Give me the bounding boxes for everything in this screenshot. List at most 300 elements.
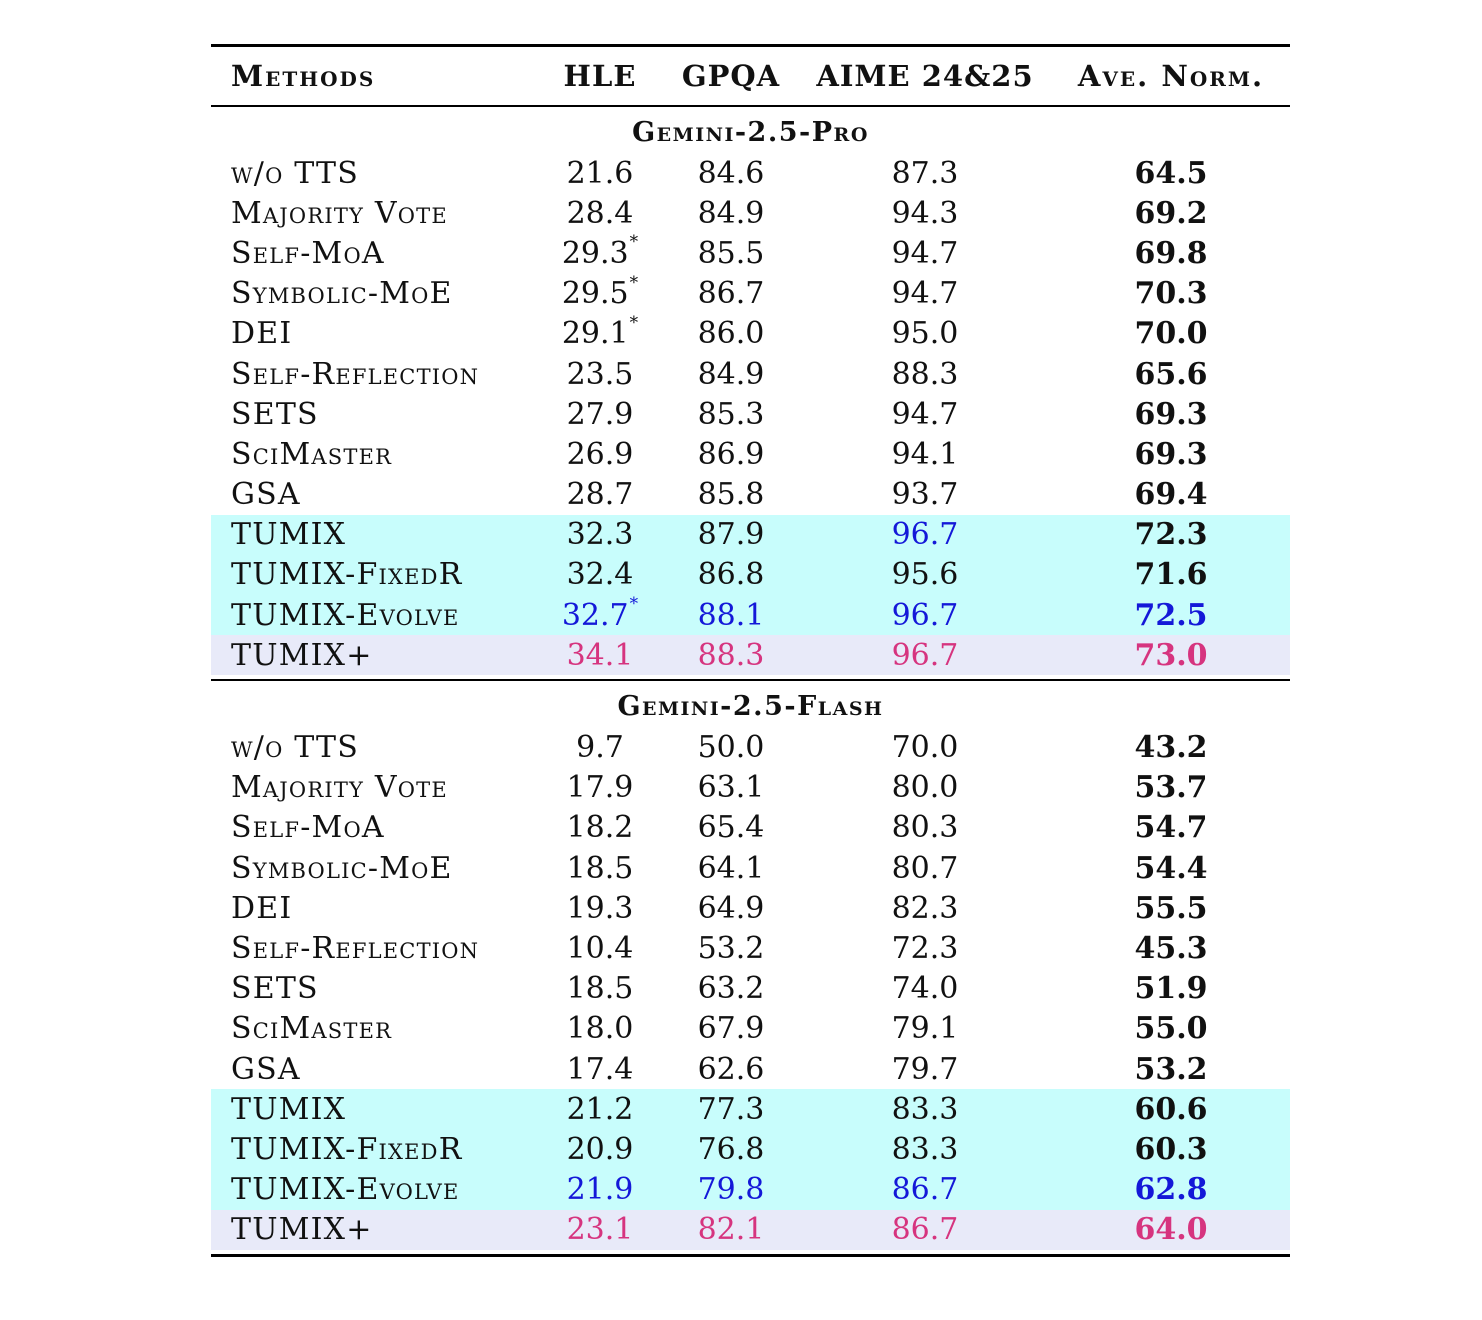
aime-cell (811, 848, 1039, 888)
method-cell (231, 1210, 373, 1250)
hle-cell-value: 21.6 (566, 155, 634, 191)
ave-norm-cell-value: 53.2 (1134, 1051, 1208, 1087)
aime-cell (811, 928, 1039, 968)
aime-cell-value: 80.7 (891, 850, 959, 886)
method-cell-value: DEI (231, 316, 293, 352)
method-cell-value: Self-Reflection (231, 930, 480, 966)
gpqa-cell (681, 928, 781, 968)
hle-cell-value: 32.3 (566, 517, 634, 553)
aime-cell (811, 434, 1039, 474)
method-cell-value: SciMaster (231, 436, 393, 472)
hle-cell-value: 9.7 (576, 730, 624, 766)
group-title-text: Gemini-2.5-Pro (632, 117, 869, 148)
hle-cell (550, 314, 650, 354)
hle-cell (550, 274, 650, 314)
hle-cell (550, 475, 650, 515)
method-cell-value: Symbolic-MoE (231, 850, 453, 886)
hle-cell (550, 1089, 650, 1129)
method-cell (231, 1170, 460, 1210)
method-cell (231, 1089, 346, 1129)
hle-cell-value: 23.1 (566, 1212, 634, 1248)
method-cell (231, 434, 392, 474)
table-row (211, 515, 1290, 555)
method-cell-value: Self-MoA (231, 235, 385, 271)
aime-cell-value: 94.1 (891, 436, 959, 472)
table-row (211, 768, 1290, 808)
aime-cell-value: 83.3 (891, 1131, 959, 1167)
hle-cell-value: 18.5 (566, 971, 634, 1007)
ave-norm-cell-value: 65.6 (1134, 356, 1208, 392)
hle-cell-value: 18.5 (566, 850, 634, 886)
gpqa-cell (681, 808, 781, 848)
gpqa-cell-value: 85.3 (697, 396, 765, 432)
method-cell (231, 314, 292, 354)
aime-cell-value: 94.7 (891, 276, 959, 312)
hle-cell-value: 19.3 (566, 890, 634, 926)
gpqa-cell-value: 84.9 (697, 195, 765, 231)
table-row (211, 274, 1290, 314)
aime-cell (811, 1129, 1039, 1169)
ave-norm-cell (1061, 808, 1281, 848)
method-cell-value: Self-Reflection (231, 356, 480, 392)
table-row (211, 434, 1290, 474)
aime-cell-value: 96.7 (891, 637, 959, 673)
aime-cell-value: 88.3 (891, 356, 959, 392)
ave-norm-cell (1061, 888, 1281, 928)
ave-norm-cell-value: 62.8 (1134, 1172, 1208, 1208)
gpqa-cell (681, 848, 781, 888)
method-cell (231, 515, 346, 555)
ave-norm-cell-value: 64.5 (1134, 155, 1208, 191)
table-row (211, 394, 1290, 434)
aime-cell (811, 394, 1039, 434)
table-row (211, 635, 1290, 675)
significance-mark: * (629, 272, 639, 293)
method-cell (231, 727, 359, 767)
ave-norm-cell (1061, 1009, 1281, 1049)
aime-cell (811, 1009, 1039, 1049)
gpqa-cell (681, 1049, 781, 1089)
method-cell-value: SETS (231, 971, 319, 1007)
hle-cell-value: 10.4 (566, 930, 634, 966)
ave-norm-cell (1061, 595, 1281, 635)
method-cell (231, 848, 453, 888)
hle-cell-value: 26.9 (566, 436, 634, 472)
hle-cell (550, 848, 650, 888)
gpqa-cell-value: 62.6 (697, 1051, 765, 1087)
gpqa-cell (681, 1009, 781, 1049)
aime-cell-value: 83.3 (891, 1091, 959, 1127)
method-cell-value: Self-MoA (231, 810, 385, 846)
aime-cell-value: 96.7 (891, 517, 959, 553)
method-cell (231, 193, 448, 233)
group-rows (211, 153, 1290, 675)
table-row (211, 314, 1290, 354)
table-row (211, 1129, 1290, 1169)
aime-cell (811, 1089, 1039, 1129)
gpqa-cell-value: 67.9 (697, 1011, 765, 1047)
table-row (211, 1009, 1290, 1049)
method-cell-value: Majority Vote (231, 195, 448, 231)
gpqa-cell (681, 635, 781, 675)
method-cell (231, 354, 479, 394)
ave-norm-cell (1061, 233, 1281, 273)
ave-norm-cell (1061, 555, 1281, 595)
table-row (211, 1089, 1290, 1129)
gpqa-cell (681, 768, 781, 808)
ave-norm-cell-value: 60.6 (1134, 1091, 1208, 1127)
ave-norm-cell (1061, 153, 1281, 193)
group-flash (211, 681, 1290, 1249)
results-table (211, 44, 1290, 1257)
table-row (211, 727, 1290, 767)
method-cell (231, 1049, 301, 1089)
gpqa-cell (681, 888, 781, 928)
method-cell (231, 888, 292, 928)
ave-norm-cell (1061, 635, 1281, 675)
gpqa-cell (681, 1089, 781, 1129)
method-cell (231, 595, 460, 635)
group-title-text: Gemini-2.5-Flash (617, 691, 884, 723)
hle-cell (550, 1049, 650, 1089)
ave-norm-cell-value: 55.0 (1134, 1011, 1208, 1047)
aime-cell (811, 193, 1039, 233)
gpqa-cell-value: 86.7 (697, 276, 765, 312)
method-cell-value: SciMaster (231, 1011, 393, 1047)
table-row (211, 1049, 1290, 1089)
method-cell-value: SETS (231, 396, 319, 432)
aime-cell (811, 314, 1039, 354)
group-rows (211, 727, 1290, 1249)
gpqa-cell-value: 86.9 (697, 436, 765, 472)
method-cell-value: w/o TTS (231, 155, 359, 191)
hle-cell-value: 29.1 (561, 316, 629, 352)
hle-cell (550, 928, 650, 968)
gpqa-cell-value: 84.6 (697, 155, 765, 191)
aime-cell (811, 555, 1039, 595)
method-cell-value: GSA (231, 477, 301, 513)
ave-norm-cell-value: 69.3 (1134, 396, 1208, 432)
method-cell (231, 475, 301, 515)
gpqa-cell-value: 82.1 (697, 1212, 765, 1248)
ave-norm-cell-value: 72.5 (1134, 597, 1208, 633)
aime-cell-value: 96.7 (891, 597, 959, 633)
hle-cell-value: 21.9 (566, 1172, 634, 1208)
gpqa-cell (681, 969, 781, 1009)
method-cell-value: TUMIX-FixedR (231, 1131, 463, 1167)
table-row (211, 1170, 1290, 1210)
gpqa-cell (681, 515, 781, 555)
method-cell (231, 635, 373, 675)
aime-cell-value: 80.0 (891, 770, 959, 806)
ave-norm-cell-value: 55.5 (1134, 890, 1208, 926)
table-row (211, 193, 1290, 233)
gpqa-cell (681, 394, 781, 434)
gpqa-cell-value: 86.8 (697, 557, 765, 593)
significance-mark: * (629, 594, 639, 615)
aime-cell-value: 82.3 (891, 890, 959, 926)
hle-cell-value: 28.7 (566, 477, 634, 513)
hle-cell-value: 28.4 (566, 195, 634, 231)
hle-cell (550, 1210, 650, 1250)
hle-cell (550, 1129, 650, 1169)
gpqa-cell (681, 153, 781, 193)
method-cell-value: TUMIX (231, 517, 347, 553)
gpqa-cell-value: 79.8 (697, 1172, 765, 1208)
aime-cell (811, 768, 1039, 808)
header-hle: HLE (563, 59, 637, 93)
hle-cell-value: 32.4 (566, 557, 634, 593)
method-cell (231, 394, 319, 434)
ave-norm-cell-value: 53.7 (1134, 770, 1208, 806)
method-cell-value: DEI (231, 890, 293, 926)
group-title (211, 107, 1290, 153)
ave-norm-cell (1061, 1129, 1281, 1169)
gpqa-cell-value: 64.9 (697, 890, 765, 926)
hle-cell (550, 434, 650, 474)
aime-cell (811, 515, 1039, 555)
header-ave-norm: Ave. Norm. (1077, 59, 1265, 93)
ave-norm-cell-value: 73.0 (1134, 637, 1208, 673)
gpqa-cell (681, 1129, 781, 1169)
hle-cell (550, 595, 650, 635)
ave-norm-cell-value: 54.7 (1134, 810, 1208, 846)
hle-cell (550, 193, 650, 233)
aime-cell (811, 1049, 1039, 1089)
aime-cell (811, 595, 1039, 635)
gpqa-cell (681, 475, 781, 515)
group-title (211, 681, 1290, 727)
header-methods: Methods (231, 59, 376, 93)
hle-cell-value: 17.9 (566, 770, 634, 806)
aime-cell (811, 233, 1039, 273)
method-cell-value: Symbolic-MoE (231, 276, 453, 312)
aime-cell-value: 79.7 (891, 1051, 959, 1087)
ave-norm-cell (1061, 394, 1281, 434)
ave-norm-cell (1061, 1210, 1281, 1250)
bottom-rule (211, 1254, 1290, 1257)
method-cell (231, 808, 385, 848)
ave-norm-cell-value: 70.0 (1134, 316, 1208, 352)
aime-cell-value: 86.7 (891, 1172, 959, 1208)
header-aime: AIME 24&25 (816, 59, 1034, 93)
hle-cell (550, 727, 650, 767)
significance-mark: * (629, 312, 639, 333)
method-cell (231, 928, 479, 968)
hle-cell (550, 153, 650, 193)
hle-cell (550, 969, 650, 1009)
hle-cell (550, 1170, 650, 1210)
gpqa-cell-value: 85.8 (697, 477, 765, 513)
aime-cell (811, 1210, 1039, 1250)
gpqa-cell (681, 274, 781, 314)
aime-cell-value: 74.0 (891, 971, 959, 1007)
ave-norm-cell (1061, 727, 1281, 767)
gpqa-cell (681, 233, 781, 273)
aime-cell (811, 274, 1039, 314)
gpqa-cell-value: 86.0 (697, 316, 765, 352)
method-cell (231, 1129, 463, 1169)
hle-cell-value: 20.9 (566, 1131, 634, 1167)
gpqa-cell (681, 193, 781, 233)
hle-cell (550, 888, 650, 928)
aime-cell-value: 79.1 (891, 1011, 959, 1047)
table-row (211, 1210, 1290, 1250)
hle-cell (550, 394, 650, 434)
hle-cell-value: 29.3 (561, 235, 629, 271)
ave-norm-cell-value: 45.3 (1134, 930, 1208, 966)
hle-cell (550, 808, 650, 848)
ave-norm-cell (1061, 768, 1281, 808)
ave-norm-cell-value: 69.4 (1134, 477, 1208, 513)
table-row (211, 888, 1290, 928)
method-cell-value: TUMIX-Evolve (231, 597, 460, 633)
aime-cell (811, 153, 1039, 193)
gpqa-cell (681, 555, 781, 595)
hle-cell-value: 32.7 (561, 597, 629, 633)
hle-cell (550, 635, 650, 675)
gpqa-cell-value: 84.9 (697, 356, 765, 392)
table-row (211, 233, 1290, 273)
method-cell (231, 555, 463, 595)
table-row (211, 475, 1290, 515)
table-row (211, 354, 1290, 394)
gpqa-cell-value: 87.9 (697, 517, 765, 553)
method-cell-value: TUMIX-Evolve (231, 1172, 460, 1208)
hle-cell-value: 29.5 (561, 276, 629, 312)
ave-norm-cell (1061, 969, 1281, 1009)
ave-norm-cell (1061, 928, 1281, 968)
gpqa-cell-value: 65.4 (697, 810, 765, 846)
aime-cell-value: 95.0 (891, 316, 959, 352)
ave-norm-cell-value: 69.8 (1134, 235, 1208, 271)
ave-norm-cell (1061, 1049, 1281, 1089)
table-row (211, 153, 1290, 193)
gpqa-cell-value: 76.8 (697, 1131, 765, 1167)
header-row (211, 47, 1290, 105)
ave-norm-cell (1061, 434, 1281, 474)
gpqa-cell-value: 64.1 (697, 850, 765, 886)
aime-cell-value: 95.6 (891, 557, 959, 593)
hle-cell (550, 555, 650, 595)
method-cell-value: TUMIX+ (231, 637, 373, 673)
gpqa-cell-value: 85.5 (697, 235, 765, 271)
ave-norm-cell-value: 71.6 (1134, 557, 1208, 593)
aime-cell (811, 727, 1039, 767)
gpqa-cell-value: 77.3 (697, 1091, 765, 1127)
aime-cell-value: 93.7 (891, 477, 959, 513)
table-row (211, 848, 1290, 888)
hle-cell-value: 23.5 (566, 356, 634, 392)
gpqa-cell-value: 53.2 (697, 930, 765, 966)
method-cell-value: GSA (231, 1051, 301, 1087)
aime-cell (811, 888, 1039, 928)
aime-cell-value: 94.7 (891, 235, 959, 271)
gpqa-cell-value: 63.2 (697, 971, 765, 1007)
gpqa-cell (681, 314, 781, 354)
gpqa-cell (681, 727, 781, 767)
ave-norm-cell-value: 69.3 (1134, 436, 1208, 472)
aime-cell-value: 70.0 (891, 730, 959, 766)
significance-mark: * (629, 232, 639, 253)
method-cell-value: Majority Vote (231, 770, 448, 806)
gpqa-cell (681, 354, 781, 394)
ave-norm-cell (1061, 475, 1281, 515)
hle-cell-value: 18.2 (566, 810, 634, 846)
aime-cell-value: 94.7 (891, 396, 959, 432)
ave-norm-cell-value: 51.9 (1134, 971, 1208, 1007)
ave-norm-cell-value: 43.2 (1134, 730, 1208, 766)
ave-norm-cell (1061, 1089, 1281, 1129)
method-cell-value: TUMIX (231, 1091, 347, 1127)
aime-cell-value: 87.3 (891, 155, 959, 191)
gpqa-cell (681, 1210, 781, 1250)
aime-cell (811, 969, 1039, 1009)
ave-norm-cell-value: 69.2 (1134, 195, 1208, 231)
hle-cell (550, 233, 650, 273)
hle-cell (550, 515, 650, 555)
aime-cell (811, 1170, 1039, 1210)
method-cell-value: TUMIX-FixedR (231, 557, 463, 593)
gpqa-cell-value: 88.3 (697, 637, 765, 673)
method-cell (231, 1009, 392, 1049)
aime-cell (811, 354, 1039, 394)
method-cell-value: TUMIX+ (231, 1212, 373, 1248)
ave-norm-cell-value: 60.3 (1134, 1131, 1208, 1167)
gpqa-cell-value: 50.0 (697, 730, 765, 766)
gpqa-cell-value: 88.1 (697, 597, 765, 633)
method-cell-value: w/o TTS (231, 730, 359, 766)
ave-norm-cell (1061, 274, 1281, 314)
aime-cell-value: 94.3 (891, 195, 959, 231)
table-row (211, 969, 1290, 1009)
method-cell (231, 969, 319, 1009)
method-cell (231, 233, 385, 273)
hle-cell-value: 27.9 (566, 396, 634, 432)
gpqa-cell (681, 434, 781, 474)
hle-cell-value: 17.4 (566, 1051, 634, 1087)
ave-norm-cell (1061, 515, 1281, 555)
table-row (211, 555, 1290, 595)
header-gpqa: GPQA (681, 59, 781, 93)
table-row (211, 808, 1290, 848)
gpqa-cell (681, 595, 781, 635)
gpqa-cell-value: 63.1 (697, 770, 765, 806)
aime-cell (811, 635, 1039, 675)
ave-norm-cell-value: 54.4 (1134, 850, 1208, 886)
ave-norm-cell-value: 70.3 (1134, 276, 1208, 312)
aime-cell (811, 808, 1039, 848)
table-row (211, 595, 1290, 635)
aime-cell-value: 80.3 (891, 810, 959, 846)
ave-norm-cell (1061, 193, 1281, 233)
ave-norm-cell-value: 72.3 (1134, 517, 1208, 553)
hle-cell-value: 21.2 (566, 1091, 634, 1127)
hle-cell (550, 768, 650, 808)
hle-cell-value: 18.0 (566, 1011, 634, 1047)
aime-cell-value: 72.3 (891, 930, 959, 966)
aime-cell-value: 86.7 (891, 1212, 959, 1248)
method-cell (231, 274, 453, 314)
ave-norm-cell (1061, 354, 1281, 394)
ave-norm-cell (1061, 848, 1281, 888)
ave-norm-cell (1061, 1170, 1281, 1210)
hle-cell (550, 1009, 650, 1049)
hle-cell-value: 34.1 (566, 637, 634, 673)
table-row (211, 928, 1290, 968)
ave-norm-cell-value: 64.0 (1134, 1212, 1208, 1248)
group-pro (211, 107, 1290, 675)
